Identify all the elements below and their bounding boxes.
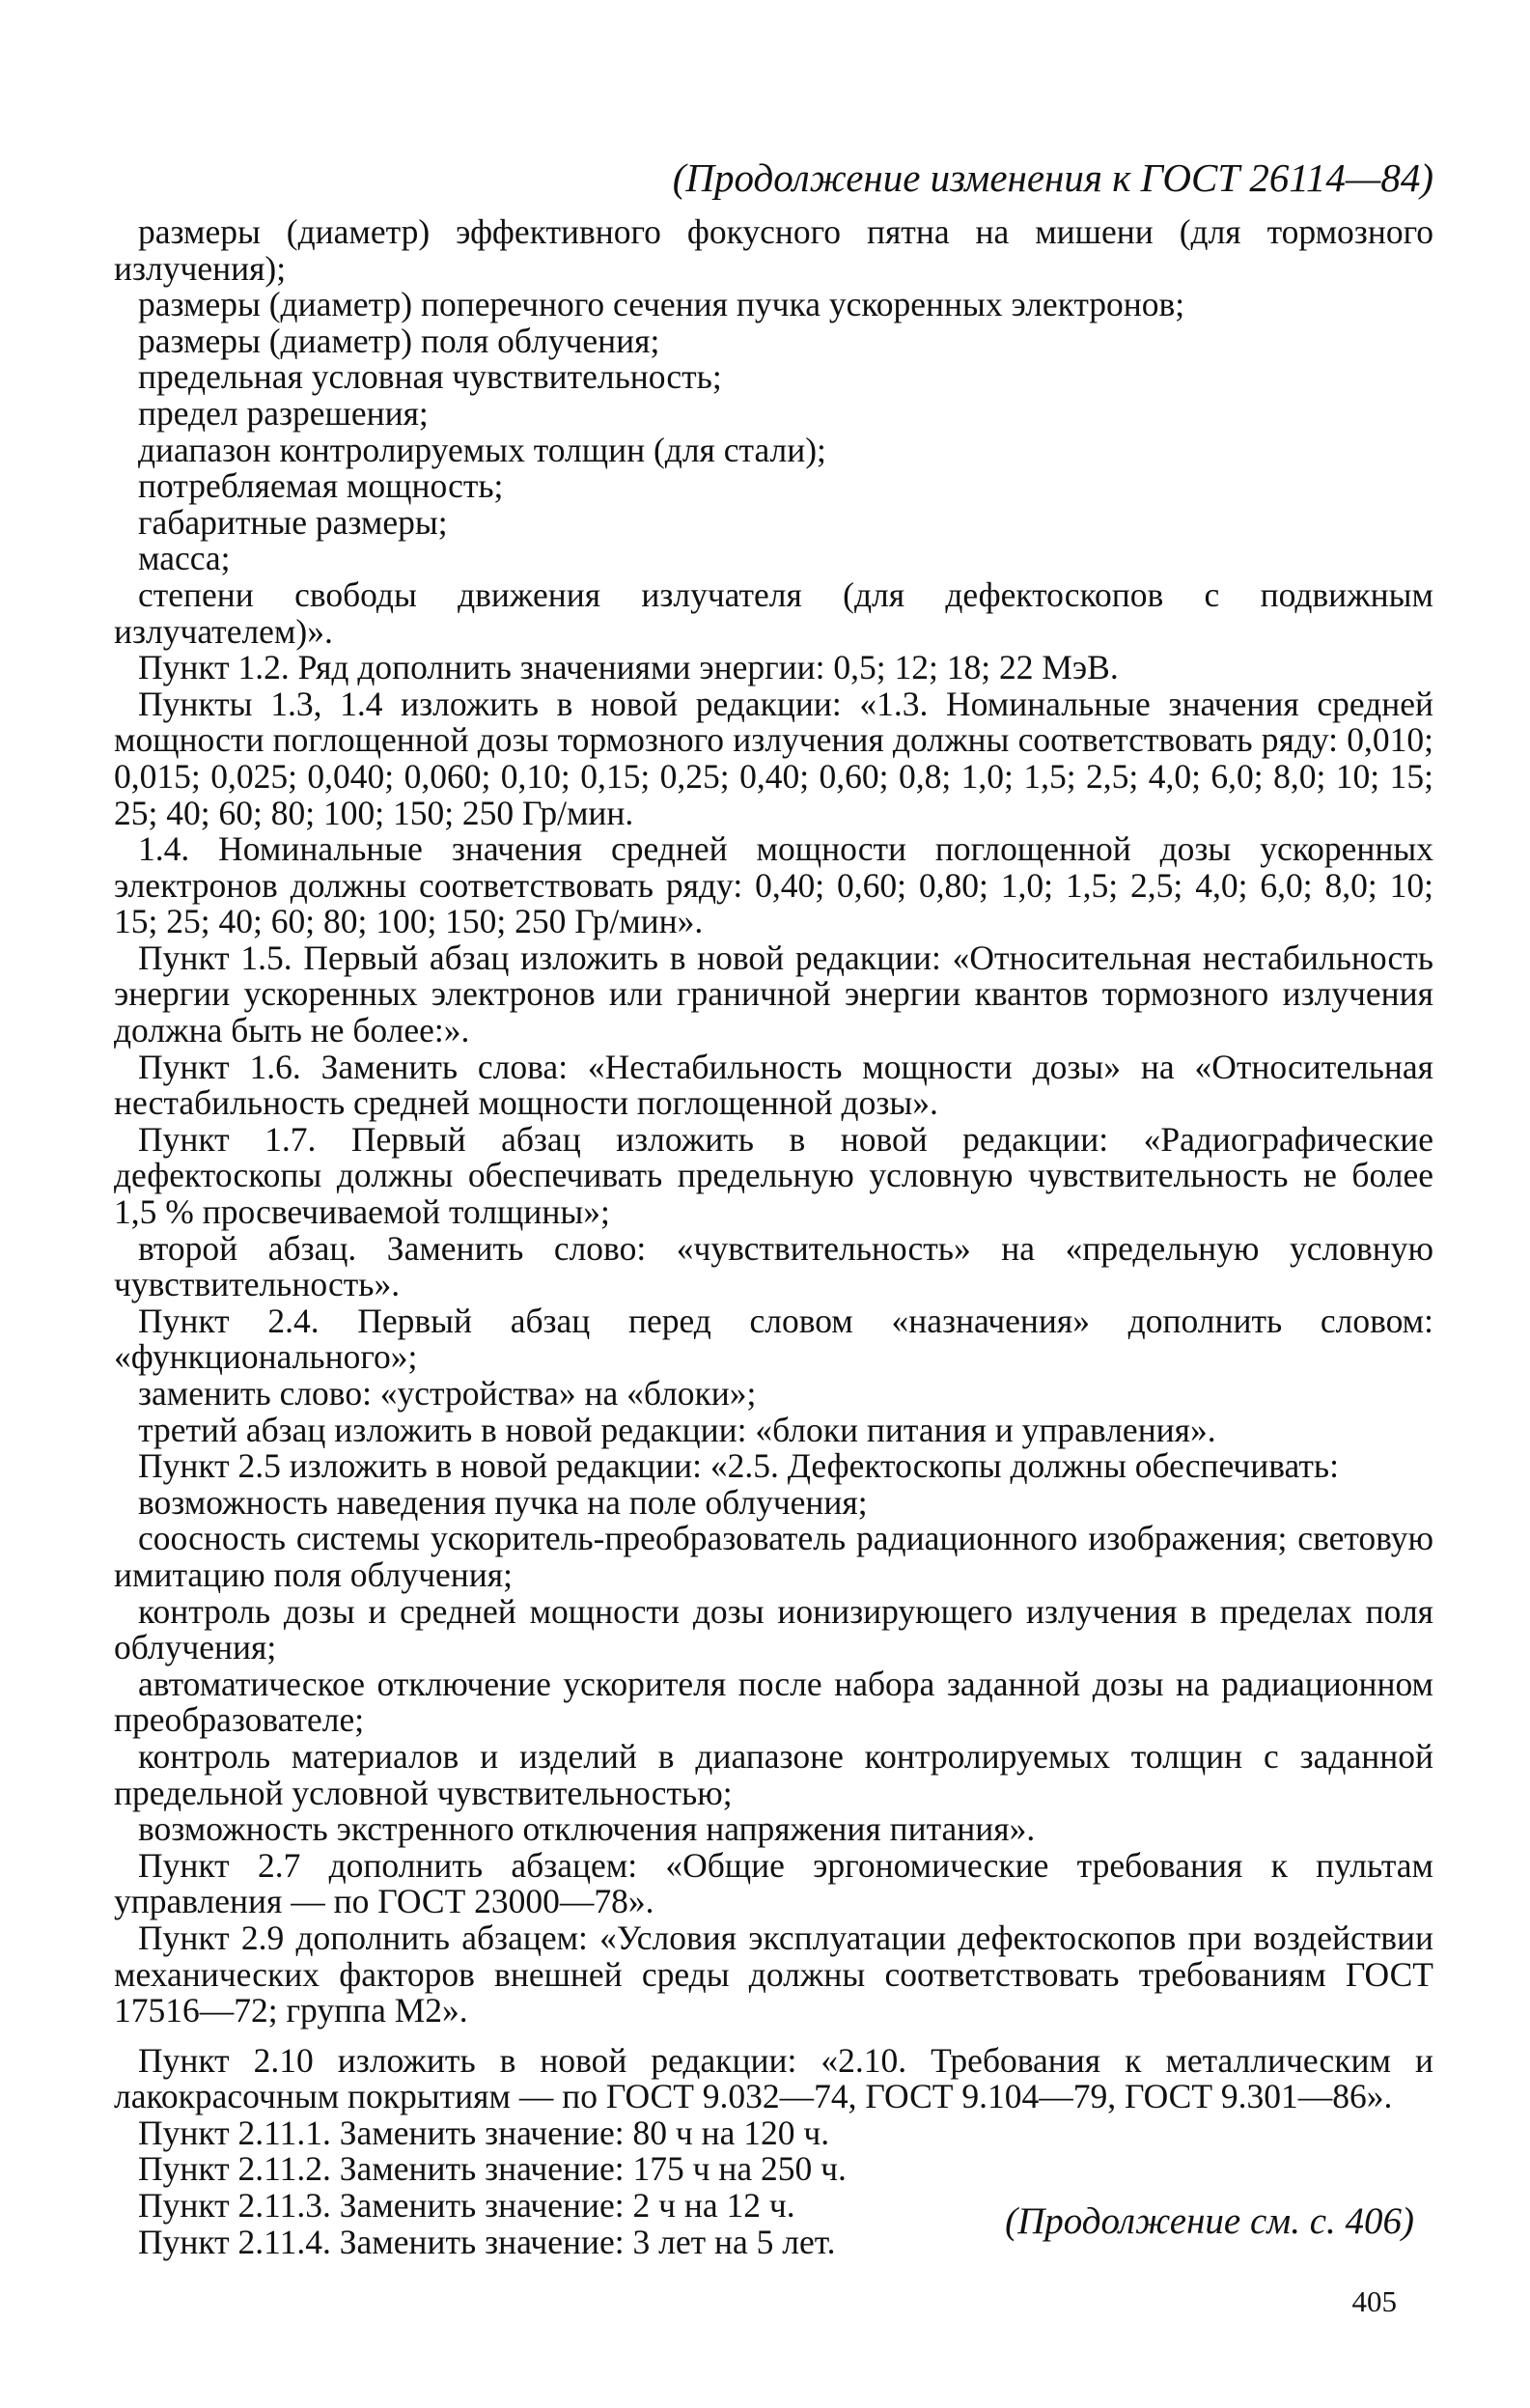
paragraph: Пункт 2.7 дополнить абзацем: «Общие эргономические требования к пультам управления — по ГОСТ 23000—78».	[114, 1845, 1433, 1921]
paragraph: размеры (диаметр) поперечного сечения пучка ускоренных электронов;	[138, 285, 1185, 324]
paragraph: возможность экстренного отключения напряжения питания».	[138, 1809, 1036, 1849]
paragraph: контроль материалов и изделий в диапазоне контролируемых толщин с заданной предельной условной чувствительностью;	[114, 1736, 1433, 1812]
paragraph: контроль дозы и средней мощности дозы ионизирующего излучения в пределах поля облучения;	[114, 1591, 1433, 1667]
paragraph: Пункт 1.2. Ряд дополнить значениями энергии: 0,5; 12; 18; 22 МэВ.	[138, 648, 1119, 687]
header-continuation-note: (Продолжение изменения к ГОСТ 26114—84)	[672, 155, 1433, 200]
paragraph: Пункт 2.11.1. Заменить значение: 80 ч на 120 ч.	[138, 2113, 830, 2152]
paragraph: Пункт 2.11.4. Заменить значение: 3 лет на 5 лет.	[138, 2222, 836, 2261]
paragraph: Пункт 2.11.3. Заменить значение: 2 ч на 12 ч.	[138, 2186, 795, 2226]
paragraph: Пункт 1.6. Заменить слова: «Нестабильность мощности дозы» на «Относительная нестабильность средней мощности поглощенной дозы».	[114, 1047, 1433, 1123]
paragraph: степени свободы движения излучателя (для дефектоскопов с подвижным излучателем)».	[114, 574, 1433, 651]
paragraph: потребляемая мощность;	[138, 466, 504, 506]
paragraph: возможность наведения пучка на поле облучения;	[138, 1482, 868, 1522]
paragraph: Пункт 2.11.2. Заменить значение: 175 ч на 250 ч.	[138, 2149, 847, 2189]
paragraph: размеры (диаметр) поля облучения;	[138, 321, 660, 360]
document-body	[114, 214, 1433, 2260]
paragraph: предел разрешения;	[138, 393, 429, 433]
paragraph: Пункт 2.10 изложить в новой редакции: «2.10. Требования к металлическим и лакокрасочным покрытиям — по ГОСТ 9.032—74, ГОСТ 9.104—79, ГОСТ 9.301—86».	[114, 2040, 1433, 2116]
footer-continuation-note: (Продолжение см. с. 406)	[1005, 2200, 1414, 2242]
paragraph: Пункт 1.5. Первый абзац изложить в новой редакции: «Относительная нестабильность энергии ускоренных электронов или граничной энергии квантов тормозного излучения должна быть не более:».	[114, 938, 1433, 1050]
paragraph: предельная условная чувствительность;	[138, 357, 722, 397]
paragraph: диапазон контролируемых толщин (для стали);	[138, 430, 826, 469]
paragraph: автоматическое отключение ускорителя после набора заданной дозы на радиационном преобразователе;	[114, 1664, 1433, 1740]
paragraph: Пункты 1.3, 1.4 изложить в новой редакции: «1.3. Номинальные значения средней мощности поглощенной дозы тормозного излучения должны соответствовать ряду: 0,010; 0,015; 0,025; 0,040; 0,060; 0,10; 0,15; 0,25; 0,40; 0,60; 0,8; 1,0; 1,5; 2,5; 4,0; 6,0; 8,0; 10; 15; 25; 40; 60; 80; 100; 150; 250 Гр/мин.	[114, 684, 1433, 832]
paragraph: соосность системы ускоритель-преобразователь радиационного изображения; световую имитацию поля облучения;	[114, 1519, 1433, 1594]
paragraph: масса;	[138, 539, 231, 578]
paragraph: размеры (диаметр) эффективного фокусного пятна на мишени (для тормозного излучения);	[114, 212, 1433, 288]
page-number: 405	[1351, 2284, 1397, 2318]
paragraph: Пункт 2.4. Первый абзац перед словом «назначения» дополнить словом: «функционального»;	[114, 1301, 1433, 1377]
paragraph: габаритные размеры;	[138, 502, 448, 542]
paragraph: второй абзац. Заменить слово: «чувствительность» на «предельную условную чувствительность».	[114, 1228, 1433, 1304]
paragraph: Пункт 1.7. Первый абзац изложить в новой редакции: «Радиографические дефектоскопы должны обеспечивать предельную условную чувствительность не более 1,5 % просвечиваемой толщины»;	[114, 1119, 1433, 1232]
paragraph: заменить слово: «устройства» на «блоки»;	[138, 1374, 757, 1413]
paragraph: Пункт 2.9 дополнить абзацем: «Условия эксплуатации дефектоскопов при воздействии механических факторов внешней среды должны соответствовать требованиям ГОСТ 17516—72; группа М2».	[114, 1918, 1433, 2030]
paragraph: Пункт 2.5 изложить в новой редакции: «2.5. Дефектоскопы должны обеспечивать:	[138, 1446, 1339, 1486]
paragraph: 1.4. Номинальные значения средней мощности поглощенной дозы ускоренных электронов должны соответствовать ряду: 0,40; 0,60; 0,80; 1,0; 1,5; 2,5; 4,0; 6,0; 8,0; 10; 15; 25; 40; 60; 80; 100; 150; 250 Гр/мин».	[114, 829, 1433, 941]
paragraph: третий абзац изложить в новой редакции: «блоки питания и управления».	[138, 1410, 1216, 1449]
